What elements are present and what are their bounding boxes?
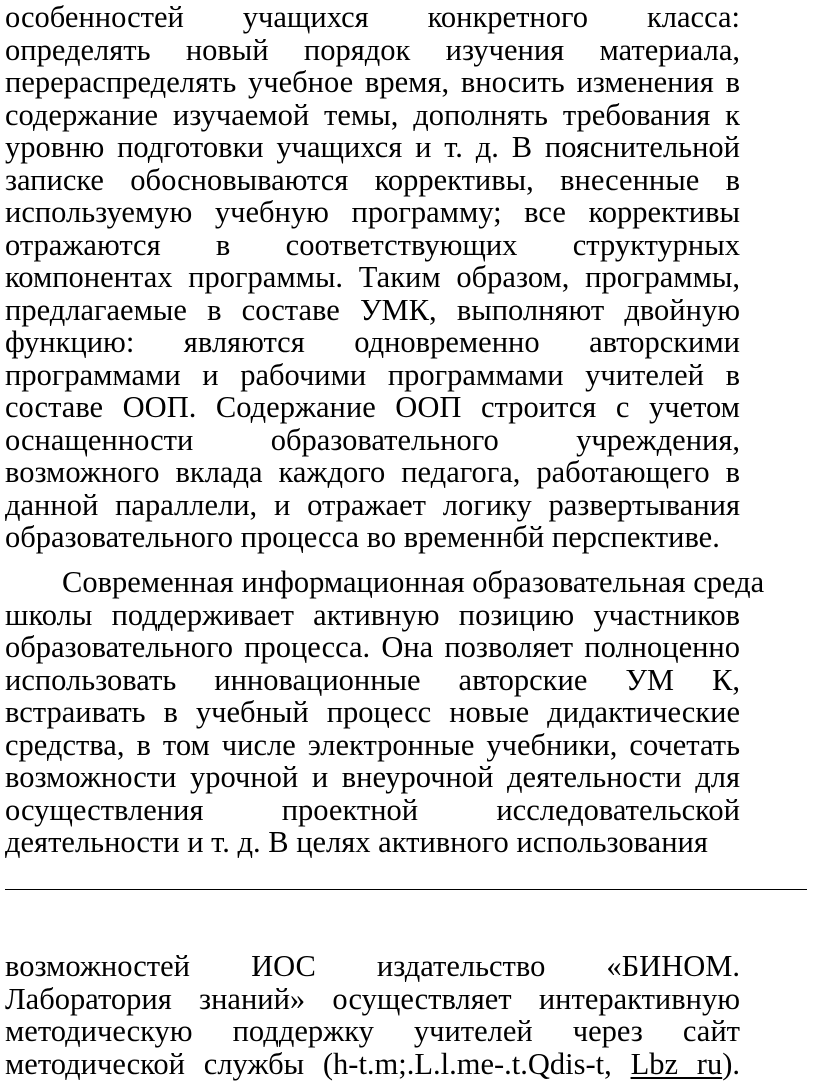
paragraph-1-line: составе ООП. Содержание ООП строится с учетом xyxy=(5,390,740,424)
paragraph-1-line: особенностей учащихся конкретного класса: xyxy=(5,0,740,34)
paragraph-1-line: оснащенности образовательного учреждения, xyxy=(5,422,740,457)
paragraph-2-line: образовательного процесса. Она позволяет полноценно xyxy=(5,630,740,664)
paragraph-2 xyxy=(5,565,765,859)
paragraph-1-line: отражаются в соответствующих структурных xyxy=(5,227,740,262)
paragraph-2-line: осуществления проектной исследовательской xyxy=(5,792,740,827)
paragraph-2-line: школы поддерживает активную позицию участников xyxy=(5,597,740,632)
paragraph-3-line-last xyxy=(5,1048,740,1081)
paragraph-3-last-line-suffix: ). xyxy=(722,1046,740,1081)
paragraph-3-line: возможностей ИОС издательство «БИНОМ. xyxy=(5,949,740,983)
paragraph-3-line: Лаборатория знаний» осуществляет интерактивную xyxy=(5,981,740,1016)
paragraph-2-line-first: Современная информационная образовательная среда xyxy=(62,565,765,599)
paragraph-1-line: определять новый порядок изучения материала, xyxy=(5,32,740,67)
paragraph-1-line: записке обосновываются коррективы, внесенные в xyxy=(5,162,740,197)
paragraph-2-line: встраивать в учебный процесс новые дидактические xyxy=(5,695,740,729)
paragraph-2-line: средства, в том числе электронные учебники, сочетать xyxy=(5,727,740,762)
paragraph-2-line: возможности урочной и внеурочной деятельности для xyxy=(5,760,740,794)
paragraph-1-line: уровню подготовки учащихся и т. д. В пояснительной xyxy=(5,130,740,164)
paragraph-3-last-line-text: методической службы (h-t.m;.L.l.me-.t.Qdis-t, xyxy=(5,1046,631,1081)
paragraph-1-line: предлагаемые в составе УМК, выполняют двойную xyxy=(5,292,740,327)
paragraph-1 xyxy=(5,1,740,554)
paragraph-1-line: функцию: являются одновременно авторскими xyxy=(5,325,740,359)
paragraph-1-line-last: образовательного процесса во временнбй перспективе. xyxy=(5,520,720,554)
paragraph-3-line: методическую поддержку учителей через сайт xyxy=(5,1014,740,1048)
paragraph-2-line: использовать инновационные авторские УМ К, xyxy=(5,662,740,697)
paragraph-1-line: программами и рабочими программами учителей в xyxy=(5,357,740,392)
site-link[interactable]: Lbz ru xyxy=(630,1046,723,1081)
paragraph-3 xyxy=(5,950,740,1080)
footnote-separator-line xyxy=(5,889,807,890)
paragraph-1-line: компонентах программы. Таким образом, программы, xyxy=(5,260,740,294)
paragraph-1-line: данной параллели, и отражает логику развертывания xyxy=(5,487,740,522)
paragraph-1-line: перераспределять учебное время, вносить изменения в xyxy=(5,65,740,99)
paragraph-1-line: используемую учебную программу; все коррективы xyxy=(5,195,740,229)
paragraph-1-line: возможного вклада каждого педагога, работающего в xyxy=(5,455,740,489)
paragraph-1-line: содержание изучаемой темы, дополнять требования к xyxy=(5,97,740,132)
paragraph-2-line-last: деятельности и т. д. В целях активного использования xyxy=(5,825,708,859)
